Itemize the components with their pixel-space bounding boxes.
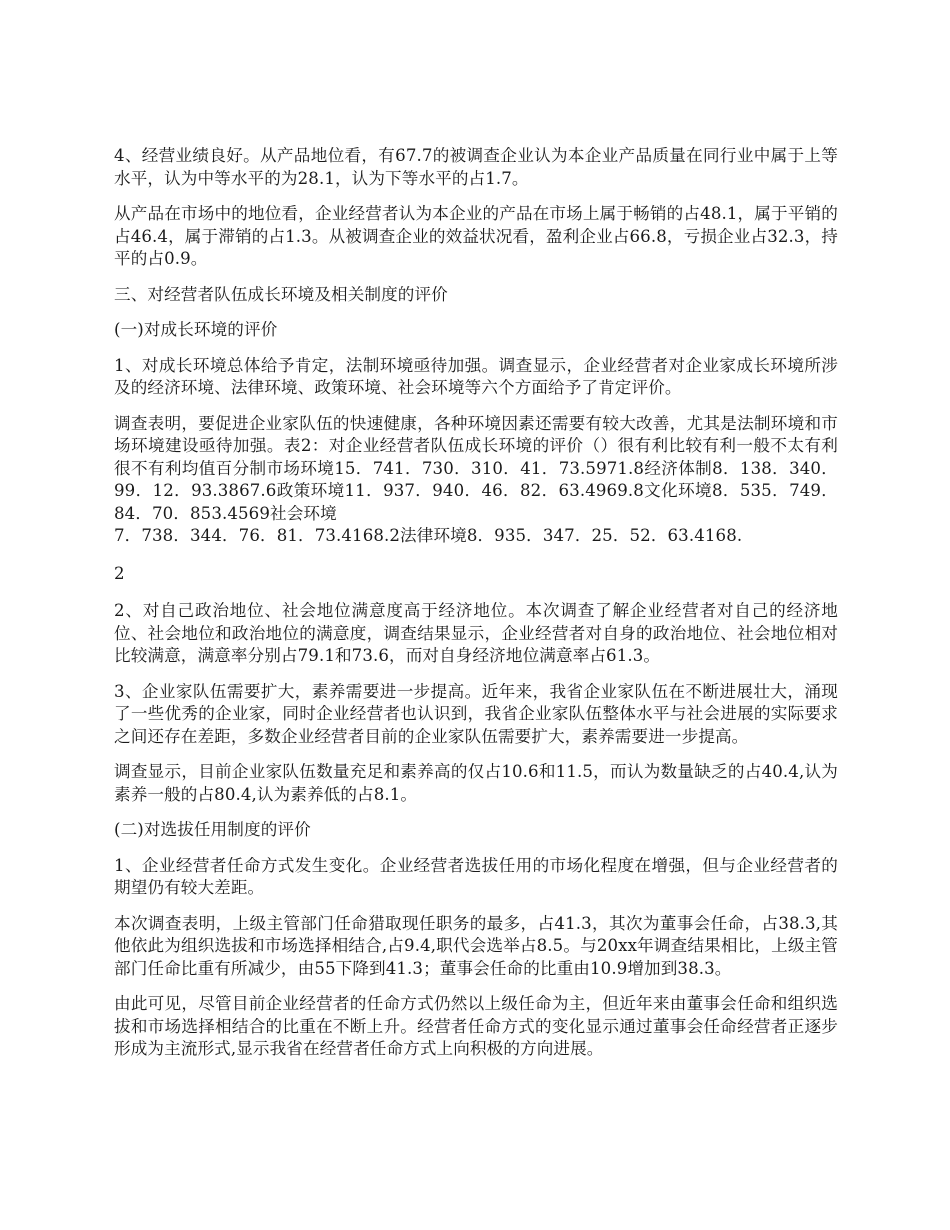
paragraph-status-satisfaction: 2、对自己政治地位、社会地位满意度高于经济地位。本次调查了解企业经营者对自己的经济地位、社会地位和政治地位的满意度，调查结果显示，企业经营者对自身的政治地位、社会地位相对比较满意，满意率分别占79.1和73.6，而对自身经济地位满意率占61.3。 xyxy=(114,601,838,665)
paragraph-team-survey: 调查显示，目前企业家队伍数量充足和素养高的仅占10.6和11.5，而认为数量缺乏的占40.4,认为素养一般的占80.4,认为素养低的占8.1。 xyxy=(114,762,838,804)
paragraph-performance: 4、经营业绩良好。从产品地位看，有67.7的被调查企业认为本企业产品质量在同行业中属于上等水平，认为中等水平的为28.1，认为下等水平的占1.7。 xyxy=(114,146,838,188)
paragraph-environment-overall: 1、对成长环境总体给予肯定，法制环境亟待加强。调查显示，企业经营者对企业家成长环境所涉及的经济环境、法律环境、政策环境、社会环境等六个方面给予了肯定评价。 xyxy=(114,355,838,397)
table-tail-line: 7．738．344．76．81．73.4168.2法律环境8．935．347．25．52．63.4168. xyxy=(114,526,743,545)
paragraph-team-expansion: 3、企业家队伍需要扩大，素养需要进一步提高。近年来，我省企业家队伍在不断进展壮大，涌现了一些优秀的企业家，同时企业经营者也认识到，我省企业家队伍整体水平与社会进展的实际要求之间还存在差距，多数企业经营者目前的企业家队伍需要扩大，素养需要进一步提高。 xyxy=(114,681,838,746)
paragraph-appointment-survey: 本次调查表明，上级主管部门任命猎取现任职务的最多，占41.3，其次为董事会任命，占38.3,其他依此为组织选拔和市场选择相结合,占9.4,职代会选举占8.5。与20xx年调查结果相比，上级主管部门任命比重有所减少，由55下降到41.3；董事会任命的比重由10.9增加到38.3。 xyxy=(114,913,838,978)
paragraph-environment-table: 调查表明，要促进企业家队伍的快速健康，各种环境因素还需要有较大改善，尤其是法制环境和市场环境建设亟待加强。表2：对企业经营者队伍成长环境的评价（）很有利比较有利一般不太有利很不有利均值百分制市场环境15．741．730．310．41．73.5971.8经济体制8．138．340．99．12．93.3867.6政策环境11．937．940．46．82．63.4969.8文化环境8．535．749．84．70．853.4569社会环境 xyxy=(114,413,838,523)
paragraph-market-position: 从产品在市场中的地位看，企业经营者认为本企业的产品在市场上属于畅销的占48.1，属于平销的占46.4，属于滞销的占1.3。从被调查企业的效益状况看，盈利企业占66.8，亏损企业占32.3，持平的占0.9。 xyxy=(114,204,838,268)
paragraph-appointment-change: 1、企业经营者任命方式发生变化。企业经营者选拔任用的市场化程度在增强，但与企业经营者的期望仍有较大差距。 xyxy=(114,855,838,897)
section-heading-3: 三、对经营者队伍成长环境及相关制度的评价 xyxy=(114,284,448,304)
subsection-heading-1: (一)对成长环境的评价 xyxy=(114,320,278,339)
paragraph-appointment-conclusion: 由此可见，尽管目前企业经营者的任命方式仍然以上级任命为主，但近年来由董事会任命和组织选拔和市场选择相结合的比重在不断上升。经营者任命方式的变化显示通过董事会任命经营者正逐步形成为主流形式,显示我省在经营者任命方式上向积极的方向进展。 xyxy=(114,994,838,1058)
page-number: 2 xyxy=(114,563,125,583)
subsection-heading-2: (二)对选拔任用制度的评价 xyxy=(114,820,311,839)
document-page xyxy=(114,145,838,1074)
